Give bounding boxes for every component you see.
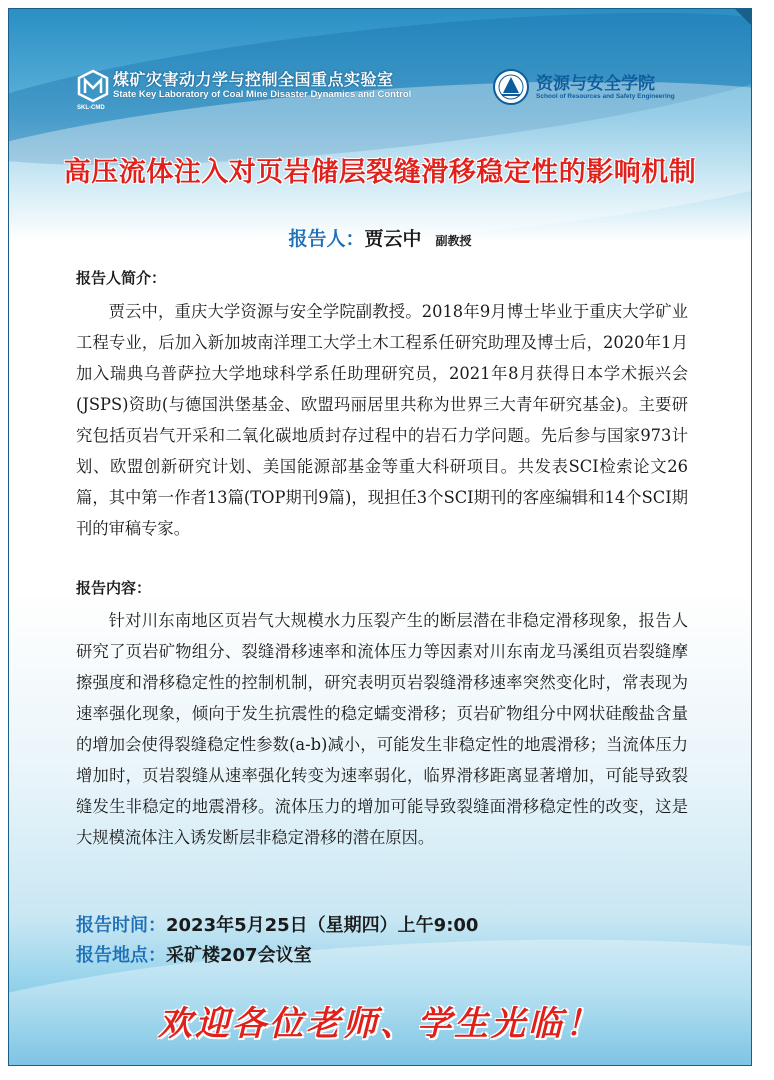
school-name: 资源与安全学院 — [536, 74, 655, 94]
bio-heading: 报告人简介： — [76, 269, 167, 287]
lab-name: 煤矿灾害动力学与控制全国重点实验室 — [113, 70, 394, 89]
location-row — [76, 941, 312, 967]
time-row — [76, 911, 478, 937]
location-label: 报告地点： — [76, 945, 166, 966]
welcome-banner: 欢迎各位老师、学生光临！ — [158, 1004, 602, 1044]
lab-logo-text: SKL-CMD — [77, 105, 105, 111]
location-value: 采矿楼207会议室 — [166, 945, 312, 966]
header — [9, 63, 751, 123]
report-title: 高压流体注入对页岩储层裂缝滑移稳定性的影响机制 — [63, 157, 697, 188]
school-logo-icon — [491, 67, 531, 107]
time-label: 报告时间： — [76, 915, 166, 936]
time-value: 2023年5月25日（星期四）上午9:00 — [166, 915, 479, 936]
speaker-title: 副教授 — [435, 234, 472, 248]
school-name-en: School of Resources and Safety Engineering — [536, 93, 675, 100]
bio-text: 贾云中，重庆大学资源与安全学院副教授。2018年9月博士毕业于重庆大学矿业工程专业，后加入新加坡南洋理工大学土木工程系任研究助理及博士后，2020年1月加入瑞典乌普萨拉大学地球科学系任助理研究员，2021年8月获得日本学术振兴会 (JSPS)资助(与德国洪堡基金、欧盟玛丽居里共称为世界三大青年研究基金)。主要研究包括页岩气开采和二氧化碳地质封存过程中的岩石力学问题。先后参与国家973计划、欧盟创新研究计划、美国能源部基金等重大科研项目。共发表SCI检索论文26篇，其中第一作者13篇(TOP期刊9篇)，现担任3个SCI期刊的客座编辑和14个SCI期刊的审稿专家。 — [76, 302, 688, 538]
lab-name-en: State Key Laboratory of Coal Mine Disaster Dynamics and Control — [113, 89, 412, 100]
speaker-name: 贾云中 — [364, 228, 422, 250]
lab-logo-icon — [76, 69, 110, 103]
speaker-line — [9, 224, 751, 251]
corner-mark — [735, 9, 751, 25]
content-text: 针对川东南地区页岩气大规模水力压裂产生的断层潜在非稳定滑移现象，报告人研究了页岩矿物组分、裂缝滑移速率和流体压力等因素对川东南龙马溪组页岩裂缝摩擦强度和滑移稳定性的控制机制，研究表明页岩裂缝滑移速率突然变化时，常表现为速率强化现象，倾向于发生抗震性的稳定蠕变滑移；页岩矿物组分中网状硅酸盐含量的增加会使得裂缝稳定性参数(a-b)减小，可能发生非稳定性的地震滑移；当流体压力增加时，页岩裂缝从速率强化转变为速率弱化，临界滑移距离显著增加，可能导致裂缝发生非稳定的地震滑移。流体压力的增加可能导致裂缝面滑移稳定性的改变，这是大规模流体注入诱发断层非稳定滑移的潜在原因。 — [76, 611, 688, 847]
poster — [8, 8, 752, 1066]
content-heading: 报告内容： — [76, 579, 152, 597]
speaker-label: 报告人： — [288, 228, 365, 250]
